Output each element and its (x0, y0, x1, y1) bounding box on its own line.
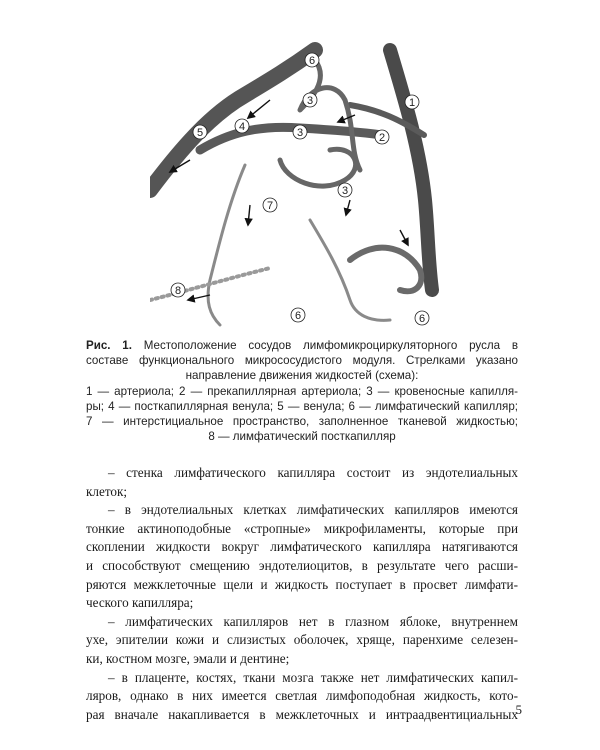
paragraph-line: клеток; (86, 483, 128, 499)
figure-label-3: 3 (306, 95, 314, 107)
paragraph-line: ухе, эпителии кожи и слизистых оболочек, хряще, паренхиме селезен- (86, 632, 518, 648)
lymphatic-capillary (208, 165, 245, 325)
flow-arrow (400, 230, 408, 245)
paragraph-line: ляров, однако в них имеется светлая лимфоподобная жидкость, кото- (86, 688, 518, 704)
page-number: 5 (515, 702, 522, 717)
caption-line: направление движения жидкостей (схема): (185, 369, 419, 383)
paragraph-line: – в плаценте, костях, ткани мозга также нет лимфатических капил- (108, 669, 518, 685)
lymphatic-capillary (350, 248, 421, 292)
paragraph-line: рая вначале накапливается в межклеточных и интраадвентициальных (86, 706, 518, 722)
figure-label-2: 2 (378, 132, 386, 144)
figure-label-3: 3 (341, 185, 349, 197)
paragraph-line: – стенка лимфатического капилляра состоит из эндотелиальных (108, 465, 518, 480)
figure-label-7: 7 (266, 200, 274, 212)
caption-line: 8 — лимфатический посткапилляр (208, 430, 396, 444)
figure-label-1: 1 (408, 97, 416, 109)
caption-line: 7 — интерстициальное пространство, заполненное тканевой жидкостью; (86, 415, 518, 429)
paragraph-line: и способствуют смещению эндотелиоцитов, в результате чего расши- (86, 557, 518, 573)
paragraph-line: – в эндотелиальных клетках лимфатических капилляров имеются (108, 502, 518, 518)
paragraph-line: скоплении жидкости вокруг лимфатического капилляра натягиваются (86, 539, 518, 555)
figure-label-8: 8 (174, 285, 182, 297)
figure-label-6: 6 (418, 313, 426, 325)
flow-arrow (248, 205, 250, 225)
flow-arrow (346, 200, 350, 215)
figure-label-3: 3 (296, 127, 304, 139)
arteriole-vessel (390, 50, 432, 290)
paragraph-line: – лимфатических капилляров нет в глазном яблоке, внутреннем (108, 613, 518, 629)
caption-line: Рис. 1. Местоположение сосудов лимфомикроциркуляторного русла в (86, 339, 518, 352)
figure-label-6: 6 (308, 55, 316, 67)
paragraph-line: ряются межклеточные щели и жидкость поступает в просвет лимфати- (86, 576, 518, 592)
paragraph-line: ки, костном мозге, эмали и дентине; (86, 650, 290, 666)
paragraph-line: ческого капилляра; (86, 595, 194, 611)
figure-caption (86, 338, 518, 444)
microvascular-module-figure (150, 40, 450, 330)
figure-label-6: 6 (294, 310, 302, 322)
figure-drawing (150, 40, 450, 330)
caption-line: ры; 4 — посткапиллярная венула; 5 — венула; 6 — лимфатический капилляр; (86, 399, 518, 413)
figure-label-4: 4 (238, 121, 246, 133)
caption-line: 1 — артериола; 2 — прекапиллярная артериола; 3 — кровеносные капилля- (86, 384, 518, 398)
paragraph-line: тонкие актиноподобные «стропные» микрофиламенты, которые при (86, 520, 518, 536)
flow-arrow (248, 100, 270, 118)
flow-arrow (188, 295, 210, 300)
figure-label-5: 5 (196, 127, 204, 139)
figure-label: Рис. 1. (86, 339, 132, 352)
lymphatic-capillary (310, 220, 390, 320)
caption-line: составе функционального микрососудистого модуля. Стрелками указано (86, 354, 518, 368)
body-text (86, 464, 518, 724)
